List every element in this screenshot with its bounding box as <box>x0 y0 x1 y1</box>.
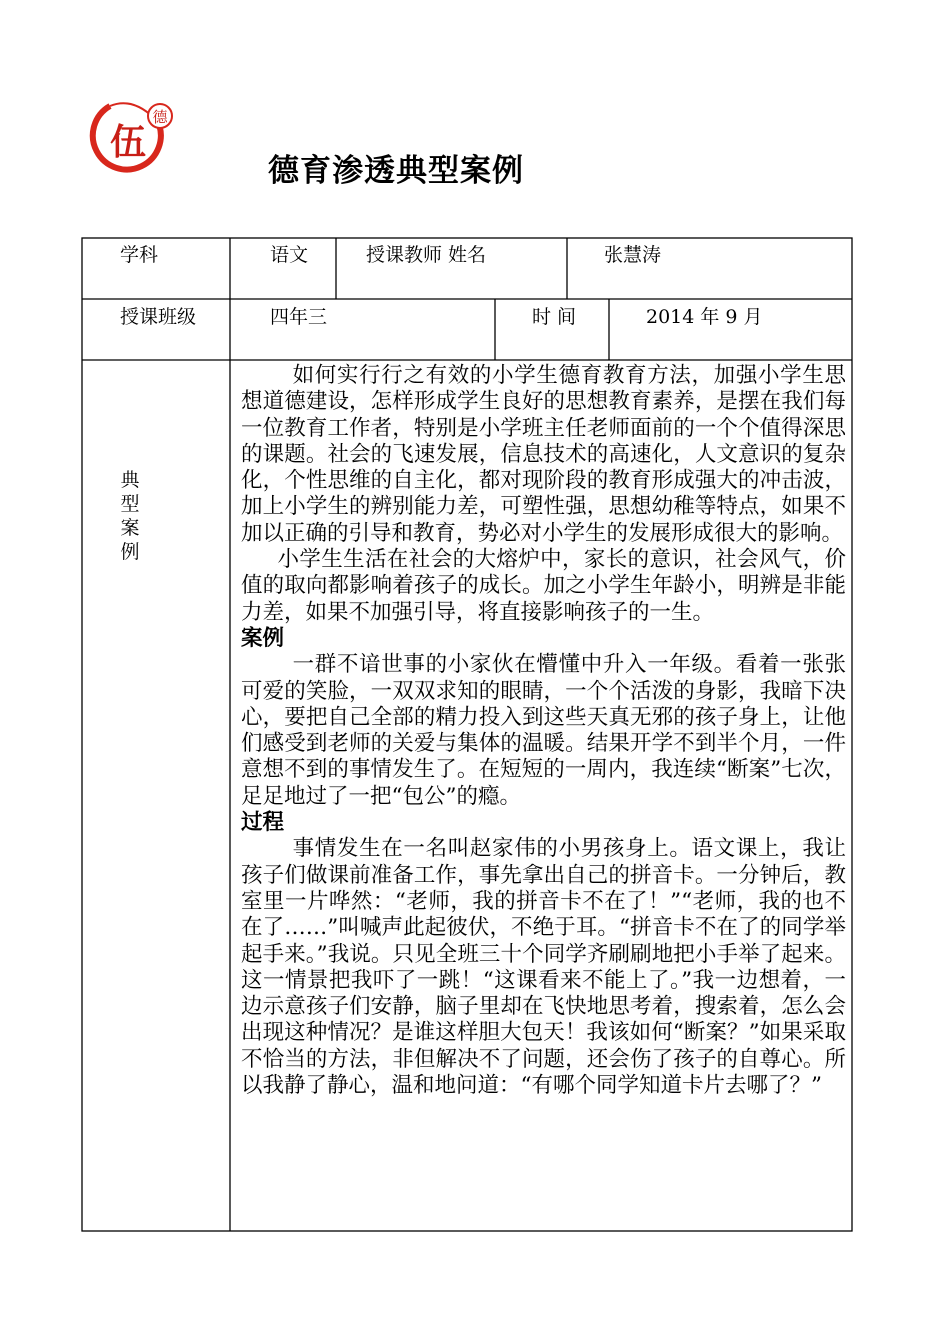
subject-value: 语文 <box>270 244 309 266</box>
time-value: 2014 年 9 月 <box>646 306 763 328</box>
intro-paragraph: 如何实行行之有效的小学生德育教育方法，加强小学生思想道德建设，怎样形成学生良好的思想教育素养，是摆在我们每一位教育工作者，特别是小学班主任老师面前的一个个值得深思的课题。社会的飞速发展，信息技术的高速化，人文意识的复杂化，个性思维的自主化，都对现阶段的教育形成强大的冲击波，加上小学生的辨别能力差，可塑性强，思想幼稚等特点，如果不加以正确的引导和教育，势必对小学生的发展形成很大的影响。 <box>241 363 846 546</box>
class-value: 四年三 <box>270 306 328 328</box>
time-label: 时 间 <box>532 306 577 328</box>
document-title: 德育渗透典型案例 <box>268 153 524 189</box>
context-paragraph: 小学生生活在社会的大熔炉中，家长的意识，社会风气，价值的取向都影响着孩子的成长。加之小学生年龄小，明辨是非能力差，如果不加强引导，将直接影响孩子的一生。 <box>241 547 846 625</box>
case-heading: 案例 <box>241 625 285 651</box>
logo-char: 伍 <box>109 122 147 163</box>
case-label <box>110 468 150 564</box>
case-label-char: 案 <box>120 517 140 539</box>
teacher-value: 张慧涛 <box>604 244 662 266</box>
teacher-label: 授课教师 姓名 <box>366 244 487 266</box>
case-paragraph: 一群不谙世事的小家伙在懵懂中升入一年级。看着一张张可爱的笑脸，一双双求知的眼睛，一个个活泼的身影，我暗下决心，要把自己全部的精力投入到这些天真无邪的孩子身上，让他们感受到老师的关爱与集体的温暖。结果开学不到半个月，一件意想不到的事情发生了。在短短的一周内，我连续“断案”七次，足足地过了一把“包公”的瘾。 <box>241 652 846 809</box>
school-logo <box>88 92 174 182</box>
process-heading: 过程 <box>241 810 285 836</box>
case-content <box>241 363 846 1099</box>
case-label-char: 型 <box>120 493 140 515</box>
logo-badge: 德 <box>152 108 168 126</box>
class-label: 授课班级 <box>120 306 197 328</box>
subject-label: 学科 <box>120 244 159 266</box>
case-label-char: 例 <box>120 541 140 563</box>
process-paragraph: 事情发生在一名叫赵家伟的小男孩身上。语文课上，我让孩子们做课前准备工作，事先拿出自己的拼音卡。一分钟后，教室里一片哗然：“老师，我的拼音卡不在了！”“老师，我的也不在了……”叫喊声此起彼伏，不绝于耳。“拼音卡不在了的同学举起手来。”我说。只见全班三十个同学齐刷刷地把小手举了起来。这一情景把我吓了一跳！“这课看来不能上了。”我一边想着，一边示意孩子们安静，脑子里却在飞快地思考着，搜索着，怎么会出现这种情况？是谁这样胆大包天！我该如何“断案？”如果采取不恰当的方法，非但解决不了问题，还会伤了孩子的自尊心。所以我静了静心，温和地问道：“有哪个同学知道卡片去哪了？” <box>241 836 846 1099</box>
case-label-char: 典 <box>120 469 140 491</box>
